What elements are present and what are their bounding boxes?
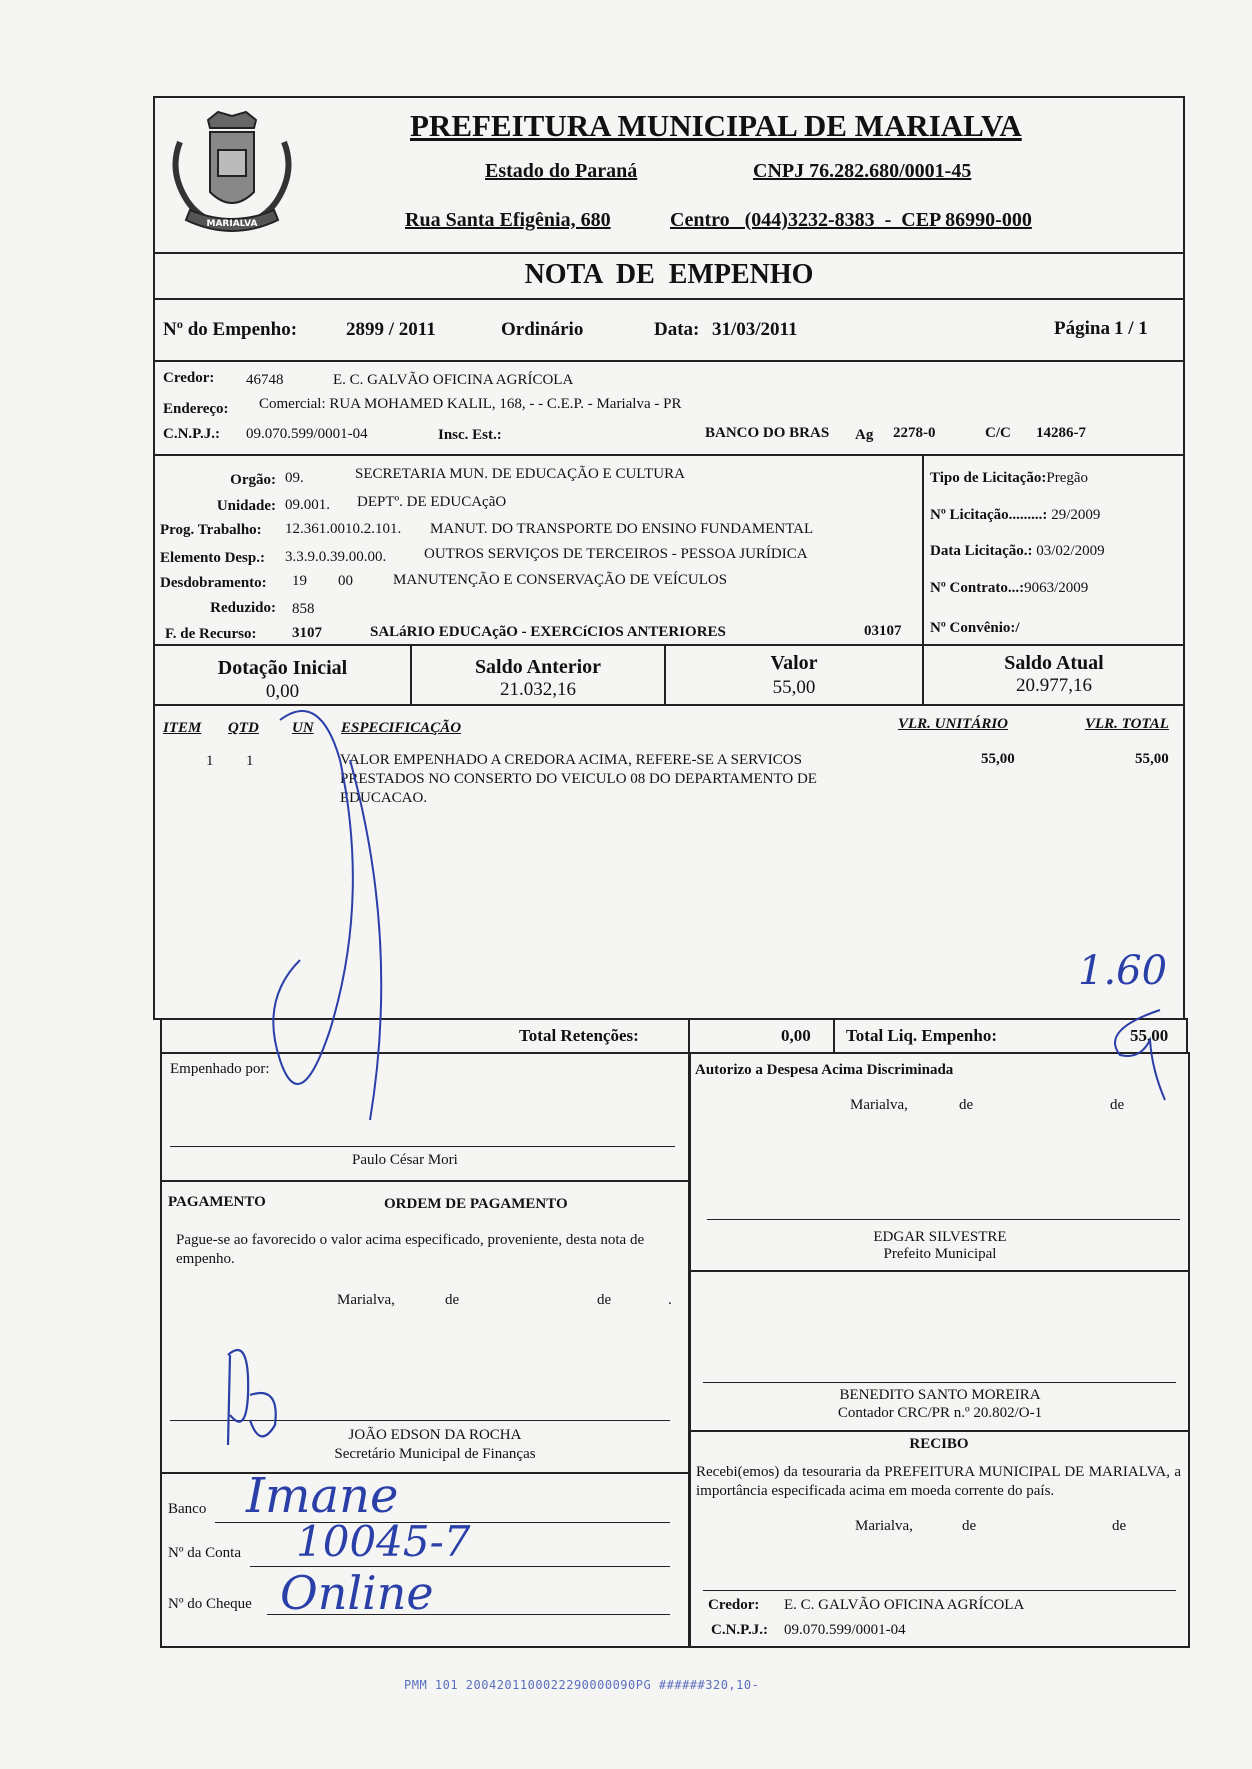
recurso-label: F. de Recurso: <box>165 626 257 642</box>
item-total-value: 55,00 <box>1135 751 1169 767</box>
cc-number: 14286-7 <box>1036 425 1086 441</box>
item-qtd: 1 <box>246 753 254 769</box>
recurso-code: 3107 <box>292 625 322 641</box>
empenho-type: Ordinário <box>501 319 584 340</box>
empenho-number-label: Nº do Empenho: <box>163 319 298 340</box>
saldo-atual-value: 20.977,16 <box>1016 675 1092 696</box>
prog-code: 12.361.0010.2.101. <box>285 521 402 537</box>
contador-name: BENEDITO SANTO MOREIRA <box>839 1387 1041 1403</box>
pague-text: Pague-se ao favorecido o valor acima especificado, proveniente, desta nota de empenho. <box>176 1232 645 1267</box>
pagamento-city: Marialva, <box>337 1292 395 1308</box>
prog: MANUT. DO TRANSPORTE DO ENSINO FUNDAMENTAL <box>430 521 814 537</box>
handwritten-banco: Imane <box>246 1468 399 1524</box>
recibo-cnpj: 09.070.599/0001-04 <box>784 1622 906 1638</box>
insc-label: Insc. Est.: <box>438 427 502 443</box>
recibo-credor: E. C. GALVÃO OFICINA AGRÍCOLA <box>784 1597 1025 1613</box>
credor-label: Credor: <box>163 370 215 386</box>
contrato-label: Nº Contrato...: <box>930 580 1025 596</box>
recibo-text: Recebi(emos) da tesouraria da PREFEITURA MUNICIPAL DE MARIALVA, a importância especificada acima em moeda corrente do país. <box>696 1464 1181 1499</box>
prog-label: Prog. Trabalho: <box>160 522 262 538</box>
endereco: Comercial: RUA MOHAMED KALIL, 168, - - C.E.P. - Marialva - PR <box>259 396 682 412</box>
autorizo-de2: de <box>1110 1097 1125 1113</box>
data-licitacao-label: Data Licitação.: <box>930 543 1033 559</box>
ag-label: Ag <box>855 427 874 443</box>
conta-label: Nº da Conta <box>168 1545 241 1561</box>
pagamento-de1: de <box>445 1292 460 1308</box>
desdobramento-label: Desdobramento: <box>160 575 267 591</box>
prefeito-name: EDGAR SILVESTRE <box>873 1229 1007 1245</box>
empenho-date: 31/03/2011 <box>712 319 798 340</box>
desdobramento-sub: 00 <box>338 573 353 589</box>
desdobramento-code: 19 <box>292 573 307 589</box>
unidade-code: 09.001. <box>285 497 330 513</box>
doc-title: NOTA DE EMPENHO <box>524 259 814 290</box>
orgao: SECRETARIA MUN. DE EDUCAÇÃO E CULTURA <box>355 466 685 482</box>
elemento-label: Elemento Desp.: <box>160 550 265 566</box>
pagamento-de2: de <box>597 1292 612 1308</box>
item-unit-value: 55,00 <box>981 751 1015 767</box>
numero-licitacao: 29/2009 <box>1051 507 1101 523</box>
items-header-unit: VLR. UNITÁRIO <box>898 716 1009 732</box>
handwritten-note: 1.60 <box>1078 948 1168 994</box>
empenho-number: 2899 / 2011 <box>346 319 436 340</box>
tipo-licitacao-label-text: Tipo de Licitação: <box>930 470 1047 486</box>
data-licitacao: 03/02/2009 <box>1036 543 1105 559</box>
autorizo-city: Marialva, <box>850 1097 908 1113</box>
liquido-value: 55,00 <box>1130 1026 1169 1045</box>
valor-label: Valor <box>770 652 818 674</box>
numero-licitacao-row <box>930 507 1100 524</box>
tipo-licitacao: Pregão <box>1046 470 1089 486</box>
municipal-crest-icon <box>158 102 306 250</box>
recibo-credor-label: Credor: <box>708 1597 760 1613</box>
page-number: 1 / 1 <box>1114 318 1148 339</box>
orgao-code: 09. <box>285 470 304 486</box>
elemento: OUTROS SERVIÇOS DE TERCEIROS - PESSOA JURÍDICA <box>424 546 808 562</box>
handwritten-cheque: Online <box>280 1566 434 1620</box>
municipality-cnpj: CNPJ 76.282.680/0001-45 <box>753 160 972 182</box>
secretario-title: Secretário Municipal de Finanças <box>334 1446 536 1462</box>
item-spec: VALOR EMPENHADO A CREDORA ACIMA, REFERE-SE A SERVICOS PRESTADOS NO CONSERTO DO VEICULO 08 DO DEPARTAMENTO DE EDUCACAO. <box>340 752 817 806</box>
saldo-atual-label: Saldo Atual <box>1004 652 1104 674</box>
recurso-code2: 03107 <box>864 623 902 639</box>
autorizo-de1: de <box>959 1097 974 1113</box>
convenio-label: Nº Convênio:/ <box>930 620 1020 636</box>
cnpj-label: C.N.P.J.: <box>163 426 220 442</box>
liquido-label: Total Liq. Empenho: <box>846 1026 997 1045</box>
empenho-date-label: Data: <box>654 319 700 340</box>
address-street: Rua Santa Efigênia, 680 <box>405 209 611 231</box>
pagamento-dot: . <box>668 1292 672 1308</box>
page-label: Página <box>1054 318 1110 339</box>
bank-name: BANCO DO BRAS <box>705 425 830 441</box>
saldo-dotacao-value: 0,00 <box>265 681 300 702</box>
items-header-un: UN <box>292 720 314 736</box>
pagamento-label: PAGAMENTO <box>168 1194 266 1210</box>
data-licitacao-row <box>930 543 1105 560</box>
elemento-code: 3.3.9.0.39.00.00. <box>285 549 387 565</box>
recibo-city: Marialva, <box>855 1518 913 1534</box>
numero-licitacao-label: Nº Licitação.........: <box>930 507 1048 523</box>
saldo-anterior-value: 21.032,16 <box>500 679 576 700</box>
recibo-cnpj-label: C.N.P.J.: <box>711 1622 768 1638</box>
items-header-item: ITEM <box>163 720 202 736</box>
credor-code: 46748 <box>246 372 284 388</box>
tipo-licitacao-label <box>930 470 1088 487</box>
ordem-pagamento-label: ORDEM DE PAGAMENTO <box>384 1196 568 1212</box>
footer-code: PMM 101 2004201100022290000090PG ######320,10- <box>404 1678 760 1692</box>
saldo-anterior-label: Saldo Anterior <box>474 656 602 678</box>
signature-empenhado <box>260 700 460 1150</box>
prefeito-title: Prefeito Municipal <box>883 1246 997 1262</box>
state-name: Estado do Paraná <box>485 160 638 182</box>
items-header-total: VLR. TOTAL <box>1085 716 1169 732</box>
item-number: 1 <box>206 753 214 769</box>
handwritten-conta: 10045-7 <box>296 1517 471 1566</box>
items-header-qtd: QTD <box>228 720 259 736</box>
cheque-label: Nº do Cheque <box>168 1596 252 1612</box>
secretario-name: JOÃO EDSON DA ROCHA <box>348 1427 522 1443</box>
autorizo-label: Autorizo a Despesa Acima Discriminada <box>695 1062 954 1078</box>
retencoes-label: Total Retenções: <box>519 1026 639 1045</box>
address-contact: Centro (044)3232-8383 - CEP 86990-000 <box>670 209 1032 231</box>
banco-label: Banco <box>168 1501 207 1517</box>
crest-banner-text: MARIALVA <box>206 219 258 229</box>
orgao-label: Orgão: <box>230 472 276 488</box>
reduzido: 858 <box>292 601 315 617</box>
recurso: SALáRIO EDUCAçãO - EXERCíCIOS ANTERIORES <box>370 624 726 640</box>
municipality-title: PREFEITURA MUNICIPAL DE MARIALVA <box>410 108 1022 143</box>
endereco-label: Endereço: <box>163 401 229 417</box>
contador-title: Contador CRC/PR n.º 20.802/O-1 <box>837 1405 1043 1421</box>
empenhado-name: Paulo César Mori <box>352 1152 458 1168</box>
valor-value: 55,00 <box>772 677 816 698</box>
contrato-row <box>930 580 1088 597</box>
saldo-dotacao-label: Dotação Inicial <box>217 657 348 679</box>
desdobramento: MANUTENÇÃO E CONSERVAÇÃO DE VEÍCULOS <box>393 572 728 588</box>
recibo-label: RECIBO <box>909 1436 969 1452</box>
recibo-de1: de <box>962 1518 977 1534</box>
empenhado-label: Empenhado por: <box>170 1061 270 1077</box>
signature-liquido-check <box>1090 1000 1190 1110</box>
retencoes-value: 0,00 <box>781 1026 811 1045</box>
recibo-de2: de <box>1112 1518 1127 1534</box>
lower-right-box <box>688 1052 1190 1648</box>
unidade-label: Unidade: <box>216 498 276 514</box>
contrato: 9063/2009 <box>1024 580 1089 596</box>
ag-number: 2278-0 <box>893 425 936 441</box>
items-header-spec: ESPECIFICAÇÃO <box>341 720 462 736</box>
cc-label: C/C <box>985 425 1011 441</box>
credor-cnpj: 09.070.599/0001-04 <box>246 426 368 442</box>
reduzido-label: Reduzido: <box>210 600 276 616</box>
credor-name: E. C. GALVÃO OFICINA AGRÍCOLA <box>333 372 574 388</box>
signature-secretario <box>220 1335 300 1455</box>
unidade: DEPTº. DE EDUCAçãO <box>357 494 507 510</box>
